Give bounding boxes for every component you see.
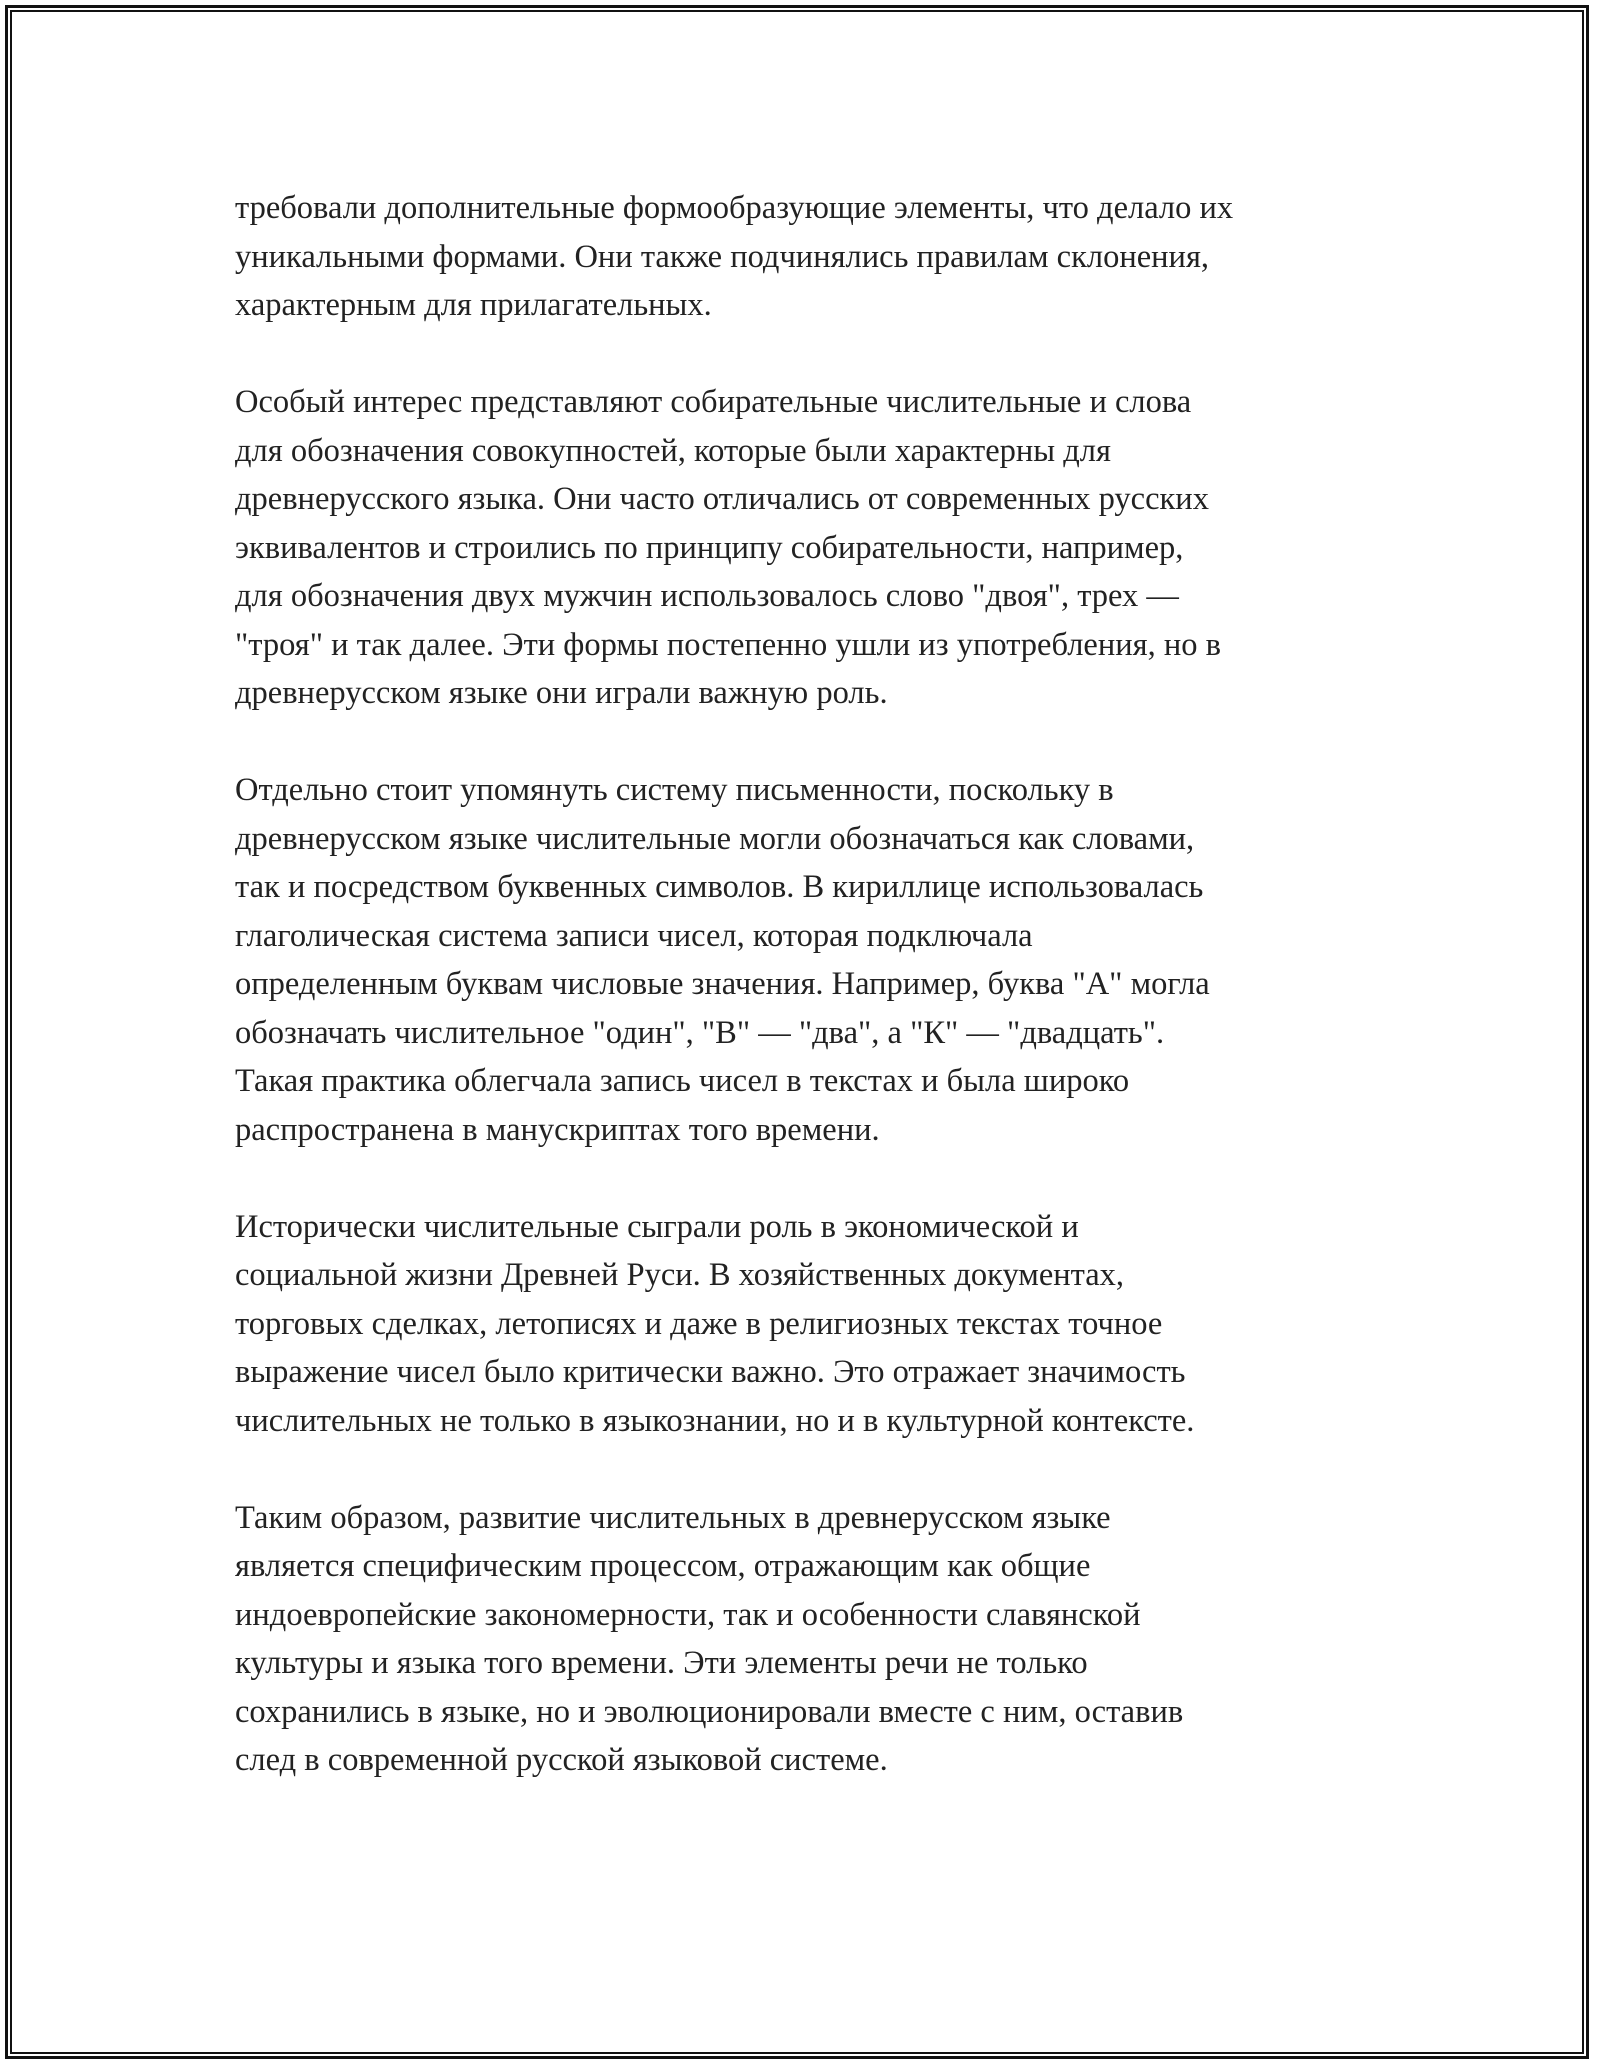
text-line: так и посредством буквенных символов. В кириллице использовалась bbox=[235, 869, 1204, 905]
text-line: выражение чисел было критически важно. Это отражает значимость bbox=[235, 1354, 1186, 1390]
text-line: эквивалентов и строились по принципу собирательности, например, bbox=[235, 529, 1184, 566]
text-line: "троя" и так далее. Эти формы постепенно ушли из употребления, но в bbox=[235, 626, 1221, 663]
text-line: социальной жизни Древней Руси. В хозяйственных документах, bbox=[235, 1257, 1125, 1293]
text-line: обозначать числительное "один", "В" — "два", а "К" — "двадцать". bbox=[235, 1014, 1165, 1051]
text-line: Отдельно стоит упомянуть систему письменности, поскольку в bbox=[235, 772, 1114, 808]
text-line: индоевропейские закономерности, так и особенности славянской bbox=[235, 1596, 1141, 1633]
text-line: уникальными формами. Они также подчинялись правилам склонения, bbox=[235, 238, 1210, 275]
text-line: Таким образом, развитие числительных в древнерусском языке bbox=[235, 1499, 1111, 1536]
text-line: глаголическая система записи чисел, которая подключала bbox=[235, 917, 1033, 954]
text-line: для обозначения совокупностей, которые были характерны для bbox=[235, 432, 1111, 469]
paragraph-1 bbox=[235, 184, 1385, 330]
text-line: древнерусском языке числительные могли обозначаться как словами, bbox=[235, 820, 1195, 857]
text-line: числительных не только в языкознании, но и в культурной контексте. bbox=[235, 1402, 1195, 1439]
text-line: является специфическим процессом, отражающим как общие bbox=[235, 1548, 1091, 1584]
text-line: древнерусском языке они играли важную роль. bbox=[235, 675, 888, 711]
paragraph-2 bbox=[235, 378, 1385, 718]
text-line: Особый интерес представляют собирательные числительные и слова bbox=[235, 384, 1192, 420]
text-line: распространена в манускриптах того времени. bbox=[235, 1111, 880, 1148]
paragraph-5 bbox=[235, 1494, 1385, 1785]
text-line: для обозначения двух мужчин использовалось слово "двоя", трех — bbox=[235, 578, 1179, 614]
text-line: торговых сделках, летописях и даже в религиозных текстах точное bbox=[235, 1305, 1163, 1342]
text-line: Исторически числительные сыграли роль в экономической и bbox=[235, 1208, 1079, 1245]
text-line: древнерусского языка. Они часто отличались от современных русских bbox=[235, 481, 1209, 517]
text-line: требовали дополнительные формообразующие элементы, что делало их bbox=[235, 190, 1234, 226]
paragraph-3 bbox=[235, 766, 1385, 1154]
text-line: Такая практика облегчала запись чисел в текстах и была широко bbox=[235, 1063, 1130, 1099]
document-body bbox=[235, 184, 1385, 1833]
text-line: след в современной русской языковой системе. bbox=[235, 1742, 888, 1778]
paragraph-4 bbox=[235, 1203, 1385, 1446]
text-line: определенным буквам числовые значения. Например, буква "А" могла bbox=[235, 966, 1210, 1002]
text-line: сохранились в языке, но и эволюционировали вместе с ним, оставив bbox=[235, 1693, 1184, 1730]
text-line: культуры и языка того времени. Эти элементы речи не только bbox=[235, 1645, 1088, 1681]
text-line: характерным для прилагательных. bbox=[235, 287, 712, 323]
